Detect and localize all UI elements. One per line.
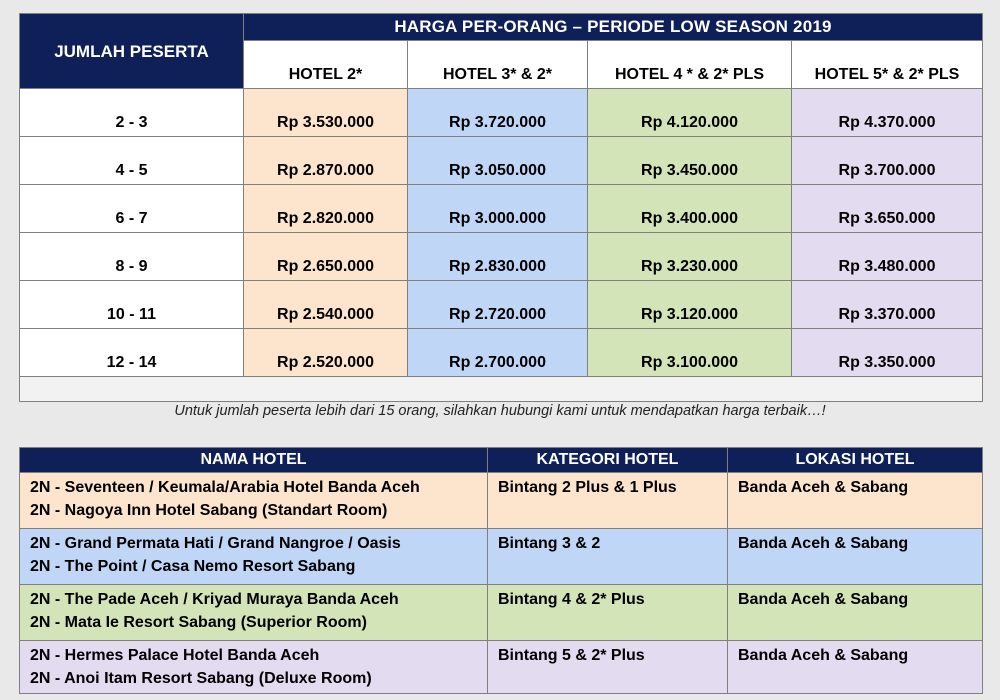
price-cell: Rp 3.530.000 — [244, 89, 408, 137]
price-cell: Rp 2.720.000 — [408, 281, 588, 329]
hotel-names — [20, 529, 488, 585]
hotel-name-line: 2N - Anoi Itam Resort Sabang (Deluxe Room) — [30, 670, 372, 687]
hotel-row — [20, 473, 983, 529]
hotel-row — [20, 585, 983, 641]
hotel-name-line: 2N - The Point / Casa Nemo Resort Sabang — [30, 558, 356, 575]
price-cell: Rp 3.370.000 — [792, 281, 983, 329]
hotel-name-line: 2N - Mata Ie Resort Sabang (Superior Room) — [30, 614, 367, 631]
participant-group: 6 - 7 — [20, 185, 244, 233]
price-cell: Rp 3.700.000 — [792, 137, 983, 185]
price-row — [20, 185, 983, 233]
price-row — [20, 281, 983, 329]
hotel-category: Bintang 4 & 2* Plus — [488, 585, 728, 641]
price-cell: Rp 3.450.000 — [588, 137, 792, 185]
price-table — [19, 13, 983, 402]
column-header-hotel-2: HOTEL 2* — [244, 41, 408, 89]
participant-group: 10 - 11 — [20, 281, 244, 329]
hotel-names — [20, 641, 488, 694]
column-header-hotel-name: NAMA HOTEL — [20, 448, 488, 473]
price-cell: Rp 4.120.000 — [588, 89, 792, 137]
hotel-name-line: 2N - Nagoya Inn Hotel Sabang (Standart Room) — [30, 502, 388, 519]
hotel-names — [20, 473, 488, 529]
price-cell: Rp 3.720.000 — [408, 89, 588, 137]
price-cell: Rp 2.650.000 — [244, 233, 408, 281]
price-cell: Rp 2.830.000 — [408, 233, 588, 281]
empty-footer-cell — [20, 377, 983, 402]
column-header-hotel-3: HOTEL 3* & 2* — [408, 41, 588, 89]
price-cell: Rp 2.820.000 — [244, 185, 408, 233]
group-size-note: Untuk jumlah peserta lebih dari 15 orang, silahkan hubungi kami untuk mendapatkan harga terbaik…! — [174, 403, 826, 419]
column-header-hotel-5: HOTEL 5* & 2* PLS — [792, 41, 983, 89]
participant-group: 12 - 14 — [20, 329, 244, 377]
participant-group: 4 - 5 — [20, 137, 244, 185]
price-cell: Rp 2.540.000 — [244, 281, 408, 329]
price-row — [20, 329, 983, 377]
column-header-hotel-4: HOTEL 4 * & 2* PLS — [588, 41, 792, 89]
participants-header: JUMLAH PESERTA — [20, 14, 244, 89]
hotel-location: Banda Aceh & Sabang — [728, 641, 983, 694]
hotel-name-line: 2N - Hermes Palace Hotel Banda Aceh — [30, 647, 320, 664]
price-cell: Rp 3.230.000 — [588, 233, 792, 281]
price-cell: Rp 3.100.000 — [588, 329, 792, 377]
price-row — [20, 89, 983, 137]
hotel-name-line: 2N - The Pade Aceh / Kriyad Muraya Banda Aceh — [30, 591, 399, 608]
period-title: HARGA PER-ORANG – PERIODE LOW SEASON 2019 — [244, 14, 983, 41]
price-row — [20, 233, 983, 281]
participant-group: 2 - 3 — [20, 89, 244, 137]
price-cell: Rp 3.000.000 — [408, 185, 588, 233]
price-cell: Rp 2.520.000 — [244, 329, 408, 377]
hotel-location: Banda Aceh & Sabang — [728, 473, 983, 529]
hotel-category: Bintang 5 & 2* Plus — [488, 641, 728, 694]
price-cell: Rp 3.120.000 — [588, 281, 792, 329]
column-header-location: LOKASI HOTEL — [728, 448, 983, 473]
hotel-table — [19, 447, 983, 694]
empty-footer-row — [20, 377, 983, 402]
hotel-category: Bintang 3 & 2 — [488, 529, 728, 585]
column-header-category: KATEGORI HOTEL — [488, 448, 728, 473]
participant-group: 8 - 9 — [20, 233, 244, 281]
hotel-row — [20, 529, 983, 585]
hotel-category: Bintang 2 Plus & 1 Plus — [488, 473, 728, 529]
price-cell: Rp 4.370.000 — [792, 89, 983, 137]
price-cell: Rp 2.870.000 — [244, 137, 408, 185]
hotel-name-line: 2N - Seventeen / Keumala/Arabia Hotel Banda Aceh — [30, 479, 420, 496]
price-row — [20, 137, 983, 185]
price-cell: Rp 3.400.000 — [588, 185, 792, 233]
price-cell: Rp 2.700.000 — [408, 329, 588, 377]
hotel-names — [20, 585, 488, 641]
price-cell: Rp 3.050.000 — [408, 137, 588, 185]
hotel-row — [20, 641, 983, 694]
price-cell: Rp 3.480.000 — [792, 233, 983, 281]
price-cell: Rp 3.650.000 — [792, 185, 983, 233]
hotel-location: Banda Aceh & Sabang — [728, 529, 983, 585]
hotel-location: Banda Aceh & Sabang — [728, 585, 983, 641]
hotel-name-line: 2N - Grand Permata Hati / Grand Nangroe / Oasis — [30, 535, 401, 552]
price-cell: Rp 3.350.000 — [792, 329, 983, 377]
